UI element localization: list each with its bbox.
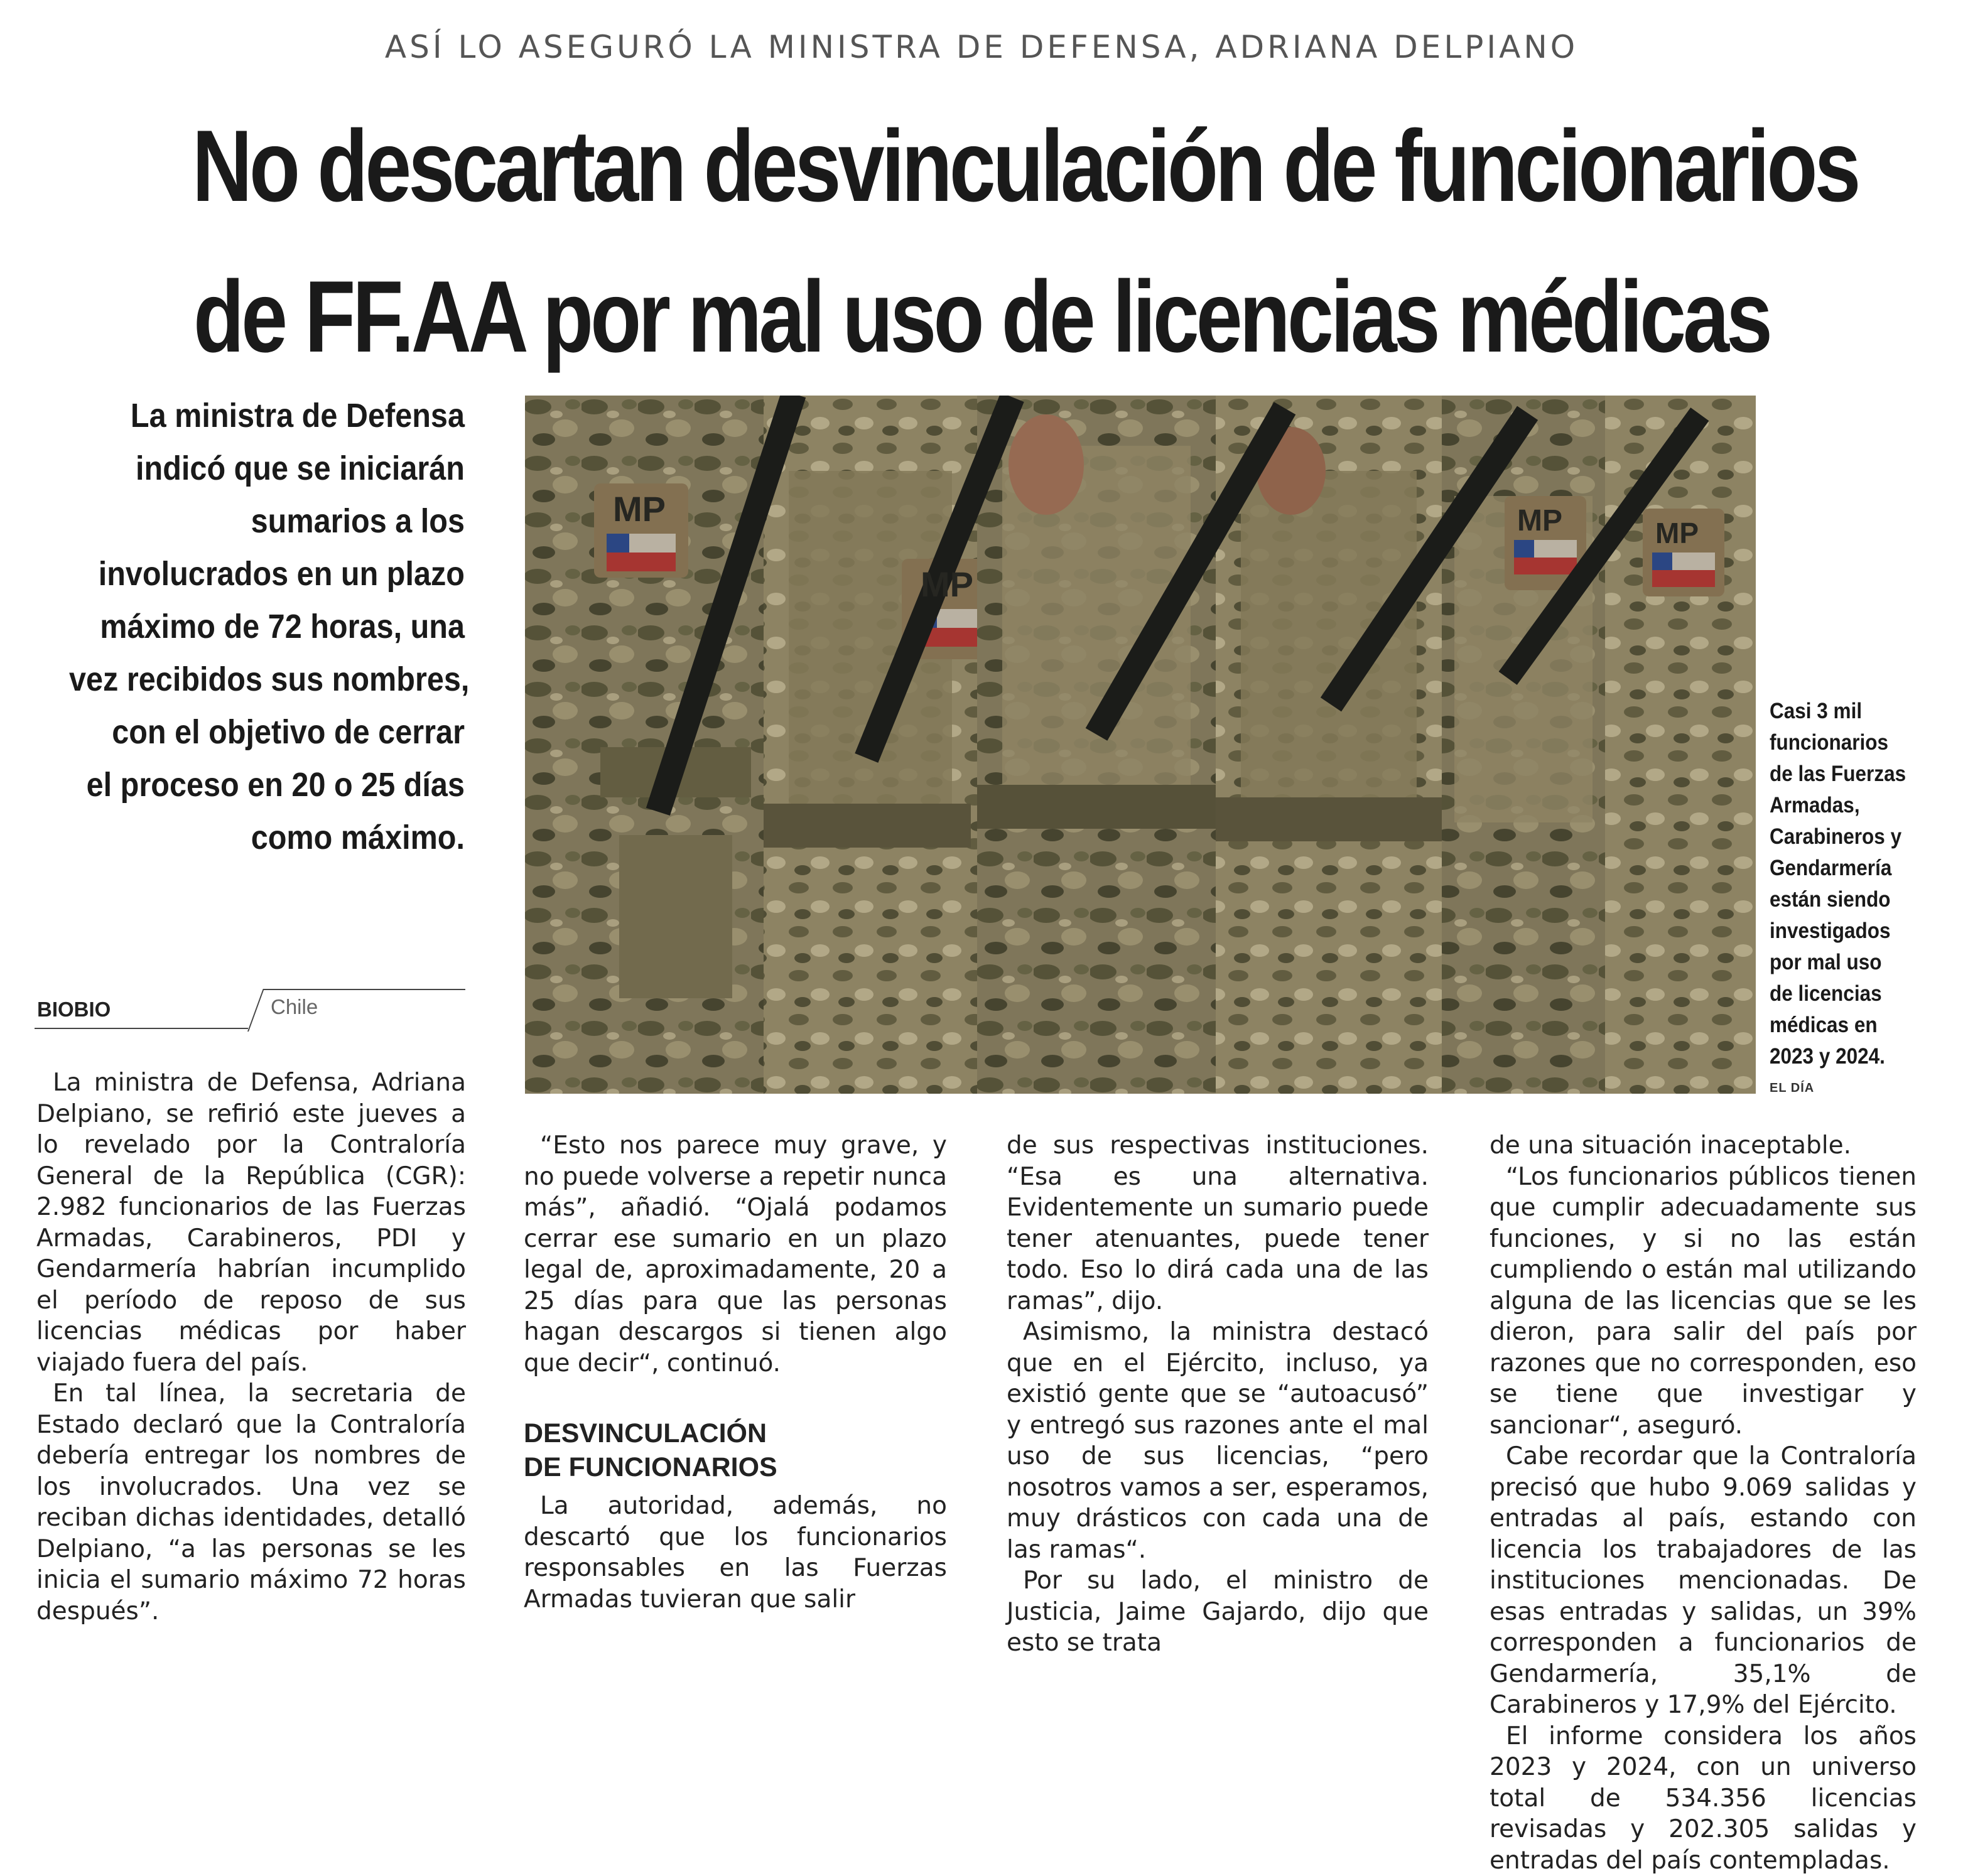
caption-line: 2023 y 2024. xyxy=(1770,1041,1933,1072)
headline-line-2: de FF.AA por mal uso de licencias médicas xyxy=(192,242,1771,392)
body-paragraph: La ministra de Defensa, Adriana Delpiano, se refirió este jueves a lo revelado por la Contraloría General de la República (CGR): 2.982 funcionarios de las Fuerzas Armadas, Carabineros, PDI y Gendarmería habrían incumplido el período de reposo de sus licencias médicas por haber viajado fuera del país. xyxy=(36,1067,466,1378)
caption-line: funcionarios xyxy=(1770,727,1933,758)
lead-line: indicó que se iniciarán xyxy=(69,442,465,495)
lead-summary xyxy=(69,389,465,864)
mp-patch: MP xyxy=(1517,504,1562,537)
source-section: Chile xyxy=(271,995,318,1019)
body-column-2 xyxy=(524,1130,947,1615)
lead-line: como máximo. xyxy=(69,811,465,864)
lead-line: La ministra de Defensa xyxy=(69,389,465,442)
body-paragraph: Cabe recordar que la Contraloría precisó que hubo 9.069 salidas y entradas al país, estando con licencia los trabajadores de las instituciones mencionadas. De esas entradas y salidas, un 39% corresponden a funcionarios de Gendarmería, 35,1% de Carabineros y 17,9% del Ejército. xyxy=(1490,1441,1917,1721)
caption-line: Carabineros y xyxy=(1770,821,1933,853)
lead-line: vez recibidos sus nombres, xyxy=(69,653,465,706)
body-paragraph: Por su lado, el ministro de Justicia, Jaime Gajardo, dijo que esto se trata xyxy=(1007,1565,1429,1659)
subheading-line: DESVINCULACIÓN xyxy=(524,1416,947,1450)
lead-line: máximo de 72 horas, una xyxy=(69,600,465,653)
caption-line: de licencias xyxy=(1770,978,1933,1010)
subheading xyxy=(524,1416,947,1484)
source-tag xyxy=(35,989,465,1032)
divider xyxy=(35,1028,248,1029)
kicker: ASÍ LO ASEGURÓ LA MINISTRA DE DEFENSA, ADRIANA DELPIANO xyxy=(0,25,1963,69)
caption-line: Armadas, xyxy=(1770,790,1933,821)
caption-line: Casi 3 mil xyxy=(1770,696,1933,727)
caption-line: Gendarmería xyxy=(1770,853,1933,884)
caption-line: de las Fuerzas xyxy=(1770,758,1933,790)
caption-line: por mal uso xyxy=(1770,947,1933,978)
body-column-3 xyxy=(1007,1130,1429,1659)
mp-patch: MP xyxy=(613,489,666,529)
source-brand: BIOBIO xyxy=(37,998,111,1022)
photo-credit: EL DÍA xyxy=(1770,1081,1814,1096)
divider xyxy=(263,989,465,990)
mp-patch: MP xyxy=(921,564,973,604)
subheading-line: DE FUNCIONARIOS xyxy=(524,1450,947,1484)
body-paragraph: “Los funcionarios públicos tienen que cumplir adecuadamente sus funciones, y si no las están cumpliendo o están mal utilizando alguna de las licencias que se les dieron, para salir del país por razones que no corresponden, eso se tiene que investigar y sancionar“, aseguró. xyxy=(1490,1162,1917,1442)
body-paragraph: En tal línea, la secretaria de Estado declaró que la Contraloría debería entregar los nombres de los involucrados. Una vez se reciban dichas identidades, detalló Delpiano, “a las personas se les inicia el sumario máximo 72 horas después”. xyxy=(36,1378,466,1627)
lead-line: involucrados en un plazo xyxy=(69,547,465,600)
body-paragraph: Asimismo, la ministra destacó que en el Ejército, incluso, ya existió gente que se “autoacusó” y entregó sus razones ante el mal uso de sus licencias, “pero nosotros vamos a ser, esperamos, muy drásticos con cada una de las ramas“. xyxy=(1007,1317,1429,1565)
body-paragraph: El informe considera los años 2023 y 2024, con un universo total de 534.356 licencias revisadas y 202.305 salidas y entradas del país contempladas. xyxy=(1490,1721,1917,1876)
lead-line: con el objetivo de cerrar xyxy=(69,706,465,758)
soldiers-photo xyxy=(525,396,1756,1094)
caption-line: están siendo xyxy=(1770,884,1933,915)
headline xyxy=(192,91,1771,392)
body-column-1 xyxy=(36,1067,466,1627)
body-paragraph: de sus respectivas instituciones. “Esa es una alternativa. Evidentemente un sumario puede tener atenuantes, puede tener todo. Eso lo dirá cada una de las ramas”, dijo. xyxy=(1007,1130,1429,1317)
caption-line: investigados xyxy=(1770,915,1933,947)
body-column-4 xyxy=(1490,1130,1917,1876)
mp-patch: MP xyxy=(1655,517,1699,549)
photo-caption xyxy=(1770,696,1933,1072)
body-paragraph: “Esto nos parece muy grave, y no puede volverse a repetir nunca más”, añadió. “Ojalá podamos cerrar ese sumario en un plazo legal de, aproximadamente, 20 a 25 días para que las personas hagan descargos si tienen algo que decir“, continuó. xyxy=(524,1130,947,1379)
divider xyxy=(247,989,264,1032)
lead-line: el proceso en 20 o 25 días xyxy=(69,758,465,811)
caption-line: médicas en xyxy=(1770,1010,1933,1041)
headline-line-1: No descartan desvinculación de funcionarios xyxy=(192,91,1771,242)
lead-line: sumarios a los xyxy=(69,495,465,547)
body-paragraph: La autoridad, además, no descartó que los funcionarios responsables en las Fuerzas Armadas tuvieran que salir xyxy=(524,1491,947,1615)
body-paragraph: de una situación inaceptable. xyxy=(1490,1130,1917,1162)
